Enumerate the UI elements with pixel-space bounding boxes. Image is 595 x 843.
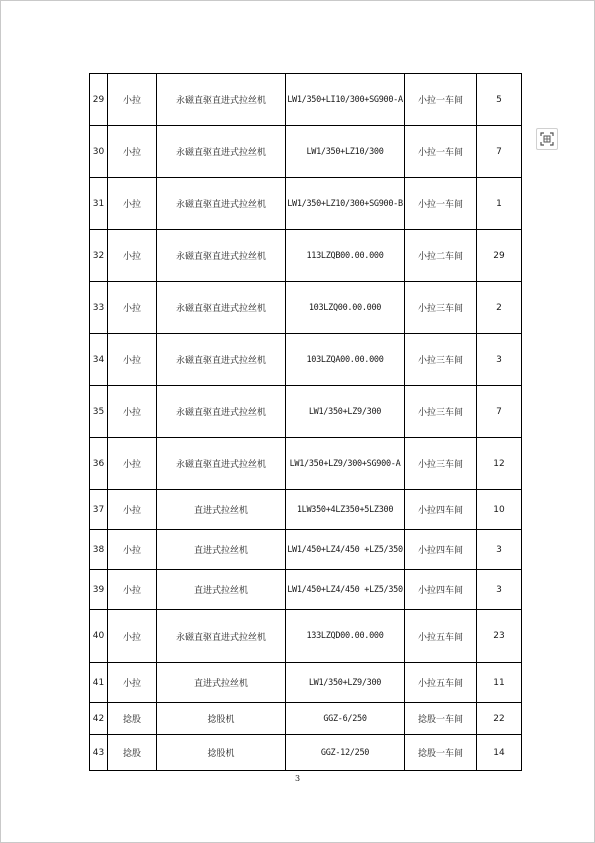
quantity-cell: 7 (477, 126, 522, 178)
quantity-cell: 23 (477, 610, 522, 663)
row-number-cell: 32 (90, 230, 108, 282)
page-number: 3 (294, 774, 301, 783)
equipment-name-cell: 永磁直驱直进式拉丝机 (157, 230, 286, 282)
quantity-cell: 11 (477, 663, 522, 703)
process-type-cell: 小拉 (108, 610, 157, 663)
model-number-cell: LW1/350+LZ10/300 (286, 126, 405, 178)
process-type-cell: 小拉 (108, 490, 157, 530)
process-type-cell: 小拉 (108, 570, 157, 610)
table-row (90, 334, 522, 386)
quantity-cell: 1 (477, 178, 522, 230)
quantity-cell: 22 (477, 703, 522, 735)
row-number-cell: 30 (90, 126, 108, 178)
table-row (90, 438, 522, 490)
table-row (90, 570, 522, 610)
workshop-cell: 小拉一车间 (405, 74, 477, 126)
ocr-scan-button[interactable] (536, 128, 558, 150)
equipment-name-cell: 永磁直驱直进式拉丝机 (157, 178, 286, 230)
model-number-cell: LW1/350+LZ9/300 (286, 663, 405, 703)
ocr-scan-icon (540, 132, 554, 146)
row-number-cell: 38 (90, 530, 108, 570)
quantity-cell: 7 (477, 386, 522, 438)
equipment-name-cell: 永磁直驱直进式拉丝机 (157, 282, 286, 334)
workshop-cell: 捻股一车间 (405, 703, 477, 735)
process-type-cell: 小拉 (108, 282, 157, 334)
process-type-cell: 小拉 (108, 178, 157, 230)
row-number-cell: 31 (90, 178, 108, 230)
equipment-name-cell: 永磁直驱直进式拉丝机 (157, 386, 286, 438)
row-number-cell: 33 (90, 282, 108, 334)
equipment-name-cell: 捻股机 (157, 703, 286, 735)
process-type-cell: 小拉 (108, 126, 157, 178)
model-number-cell: LW1/450+LZ4/450 +LZ5/350 (286, 570, 405, 610)
model-number-cell: LW1/350+LI10/300+SG900-A (286, 74, 405, 126)
table-row (90, 178, 522, 230)
process-type-cell: 捻股 (108, 735, 157, 771)
equipment-name-cell: 直进式拉丝机 (157, 490, 286, 530)
table-row (90, 126, 522, 178)
model-number-cell: 1LW350+4LZ350+5LZ300 (286, 490, 405, 530)
row-number-cell: 36 (90, 438, 108, 490)
process-type-cell: 小拉 (108, 530, 157, 570)
model-number-cell: 113LZQB00.00.000 (286, 230, 405, 282)
quantity-cell: 3 (477, 530, 522, 570)
quantity-cell: 3 (477, 570, 522, 610)
equipment-table (89, 73, 522, 771)
table-row (90, 530, 522, 570)
process-type-cell: 小拉 (108, 74, 157, 126)
table-row (90, 74, 522, 126)
row-number-cell: 41 (90, 663, 108, 703)
model-number-cell: 103LZQ00.00.000 (286, 282, 405, 334)
equipment-name-cell: 永磁直驱直进式拉丝机 (157, 126, 286, 178)
process-type-cell: 小拉 (108, 334, 157, 386)
workshop-cell: 小拉三车间 (405, 438, 477, 490)
table-row (90, 386, 522, 438)
model-number-cell: LW1/450+LZ4/450 +LZ5/350 (286, 530, 405, 570)
row-number-cell: 34 (90, 334, 108, 386)
table-row (90, 490, 522, 530)
equipment-name-cell: 永磁直驱直进式拉丝机 (157, 74, 286, 126)
workshop-cell: 小拉四车间 (405, 570, 477, 610)
quantity-cell: 2 (477, 282, 522, 334)
quantity-cell: 10 (477, 490, 522, 530)
equipment-name-cell: 直进式拉丝机 (157, 530, 286, 570)
workshop-cell: 小拉一车间 (405, 178, 477, 230)
quantity-cell: 14 (477, 735, 522, 771)
workshop-cell: 小拉一车间 (405, 126, 477, 178)
process-type-cell: 小拉 (108, 438, 157, 490)
process-type-cell: 小拉 (108, 663, 157, 703)
row-number-cell: 42 (90, 703, 108, 735)
equipment-name-cell: 捻股机 (157, 735, 286, 771)
quantity-cell: 12 (477, 438, 522, 490)
equipment-name-cell: 直进式拉丝机 (157, 663, 286, 703)
equipment-name-cell: 永磁直驱直进式拉丝机 (157, 610, 286, 663)
workshop-cell: 捻股一车间 (405, 735, 477, 771)
workshop-cell: 小拉四车间 (405, 530, 477, 570)
row-number-cell: 43 (90, 735, 108, 771)
row-number-cell: 40 (90, 610, 108, 663)
quantity-cell: 5 (477, 74, 522, 126)
row-number-cell: 29 (90, 74, 108, 126)
table-row (90, 230, 522, 282)
workshop-cell: 小拉三车间 (405, 334, 477, 386)
model-number-cell: LW1/350+LZ10/300+SG900-B (286, 178, 405, 230)
row-number-cell: 37 (90, 490, 108, 530)
row-number-cell: 39 (90, 570, 108, 610)
workshop-cell: 小拉三车间 (405, 386, 477, 438)
model-number-cell: 133LZQD00.00.000 (286, 610, 405, 663)
process-type-cell: 捻股 (108, 703, 157, 735)
quantity-cell: 29 (477, 230, 522, 282)
row-number-cell: 35 (90, 386, 108, 438)
model-number-cell: LW1/350+LZ9/300 (286, 386, 405, 438)
model-number-cell: GGZ-12/250 (286, 735, 405, 771)
workshop-cell: 小拉五车间 (405, 663, 477, 703)
table-row (90, 663, 522, 703)
table-row (90, 703, 522, 735)
model-number-cell: 103LZQA00.00.000 (286, 334, 405, 386)
workshop-cell: 小拉四车间 (405, 490, 477, 530)
equipment-name-cell: 永磁直驱直进式拉丝机 (157, 438, 286, 490)
table-row (90, 610, 522, 663)
table-row (90, 735, 522, 771)
process-type-cell: 小拉 (108, 230, 157, 282)
model-number-cell: LW1/350+LZ9/300+SG900-A (286, 438, 405, 490)
workshop-cell: 小拉二车间 (405, 230, 477, 282)
equipment-name-cell: 直进式拉丝机 (157, 570, 286, 610)
model-number-cell: GGZ-6/250 (286, 703, 405, 735)
process-type-cell: 小拉 (108, 386, 157, 438)
equipment-name-cell: 永磁直驱直进式拉丝机 (157, 334, 286, 386)
workshop-cell: 小拉三车间 (405, 282, 477, 334)
workshop-cell: 小拉五车间 (405, 610, 477, 663)
quantity-cell: 3 (477, 334, 522, 386)
table-row (90, 282, 522, 334)
